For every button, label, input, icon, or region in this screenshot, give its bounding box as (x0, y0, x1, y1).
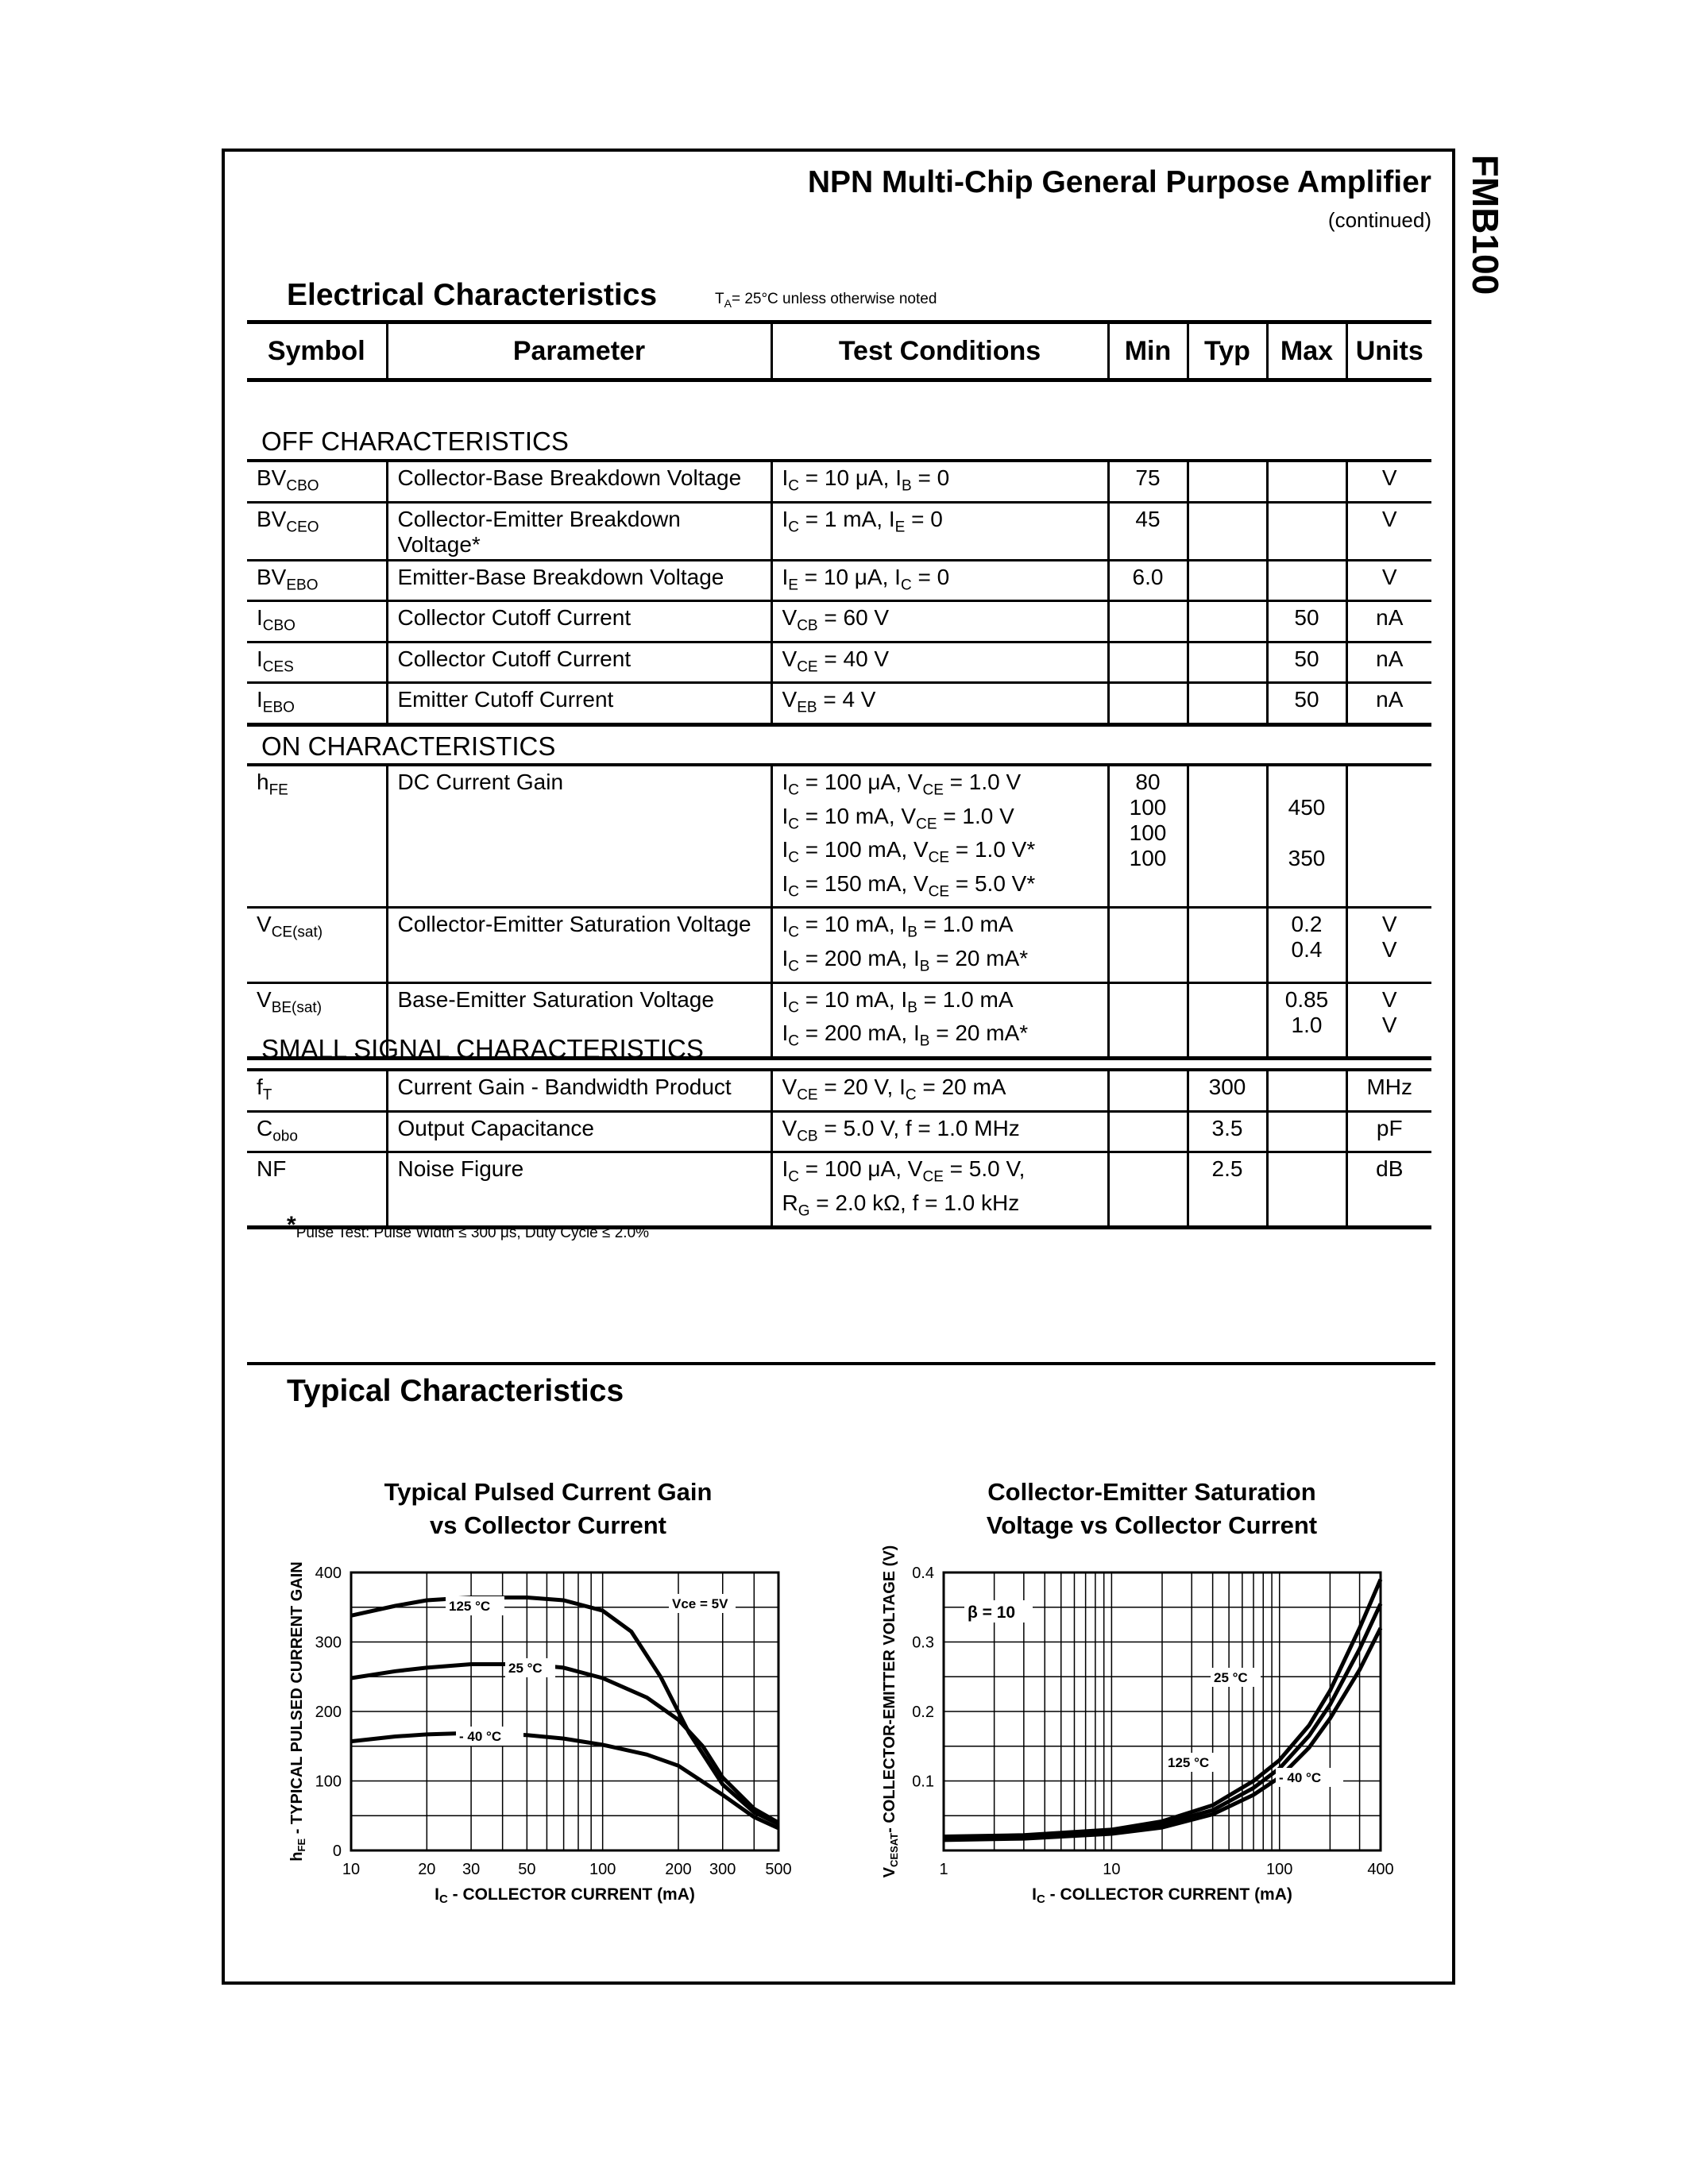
max-cell (1267, 1111, 1346, 1152)
units-cell: dB (1346, 1152, 1431, 1228)
min-cell (1108, 601, 1188, 642)
y-tick-label: 300 (315, 1634, 342, 1652)
typical-rule (247, 1362, 1435, 1365)
table-row (247, 502, 1431, 560)
symbol-cell: $I_{CES}$ (257, 646, 294, 676)
symbol-cell: $V_{CE(sat)}$ (257, 912, 323, 941)
table-row (247, 642, 1431, 683)
y-axis-label: $V_{CESAT}-$ COLLECTOR-EMITTER VOLTAGE (V) (881, 1545, 900, 1878)
table-row (247, 908, 1431, 982)
page-subtitle: (continued) (1327, 208, 1431, 232)
y-tick-label: 400 (315, 1565, 342, 1582)
note-suffix: = 25°C unless otherwise noted (731, 291, 937, 307)
series-label: 125 °C (1168, 1755, 1210, 1770)
units-cell: V (1346, 502, 1431, 560)
typ-cell (1188, 683, 1267, 725)
table-row (247, 560, 1431, 601)
parameter-cell: Collector-Emitter Breakdown Voltage* (387, 502, 771, 560)
units-cell (1346, 766, 1431, 908)
parameter-cell: Base-Emitter Saturation Voltage (387, 982, 771, 1058)
chart2-title-line2: Voltage vs Collector Current (986, 1511, 1318, 1539)
x-tick-label: 400 (1367, 1861, 1394, 1878)
min-cell: 45 (1108, 502, 1188, 560)
side-part-number-text: FMB100 (1465, 154, 1506, 295)
max-cell: 450 350 (1267, 766, 1346, 908)
typ-cell (1188, 560, 1267, 601)
y-tick-label: 0.1 (912, 1773, 934, 1791)
x-tick-label: 1 (939, 1861, 948, 1878)
table-row (247, 1071, 1431, 1111)
chart1-title-line1: Typical Pulsed Current Gain (384, 1478, 713, 1506)
max-cell: 50 (1267, 642, 1346, 683)
min-cell (1108, 683, 1188, 725)
symbol-cell: $V_{BE(sat)}$ (257, 986, 323, 1017)
min-cell (1108, 908, 1188, 982)
symbol-cell: $I_{EBO}$ (257, 687, 295, 716)
min-cell (1108, 1152, 1188, 1228)
chart2-title-line1: Collector-Emitter Saturation (987, 1478, 1316, 1506)
typical-heading: Typical Characteristics (287, 1374, 624, 1408)
typ-cell (1188, 908, 1267, 982)
conditions-cell: $I_C = 100$ μA, $V_{CE} = 1.0$ V $I_C = 10$ mA, $V_{CE} = 1.0$ V $I_C = 100$ mA, $V_{CE} = 1.0$ V* $I_C = 150$ mA, $V_{CE} = 5.0$ V* (771, 766, 1108, 908)
max-cell (1267, 502, 1346, 560)
off-characteristics-title: OFF CHARACTERISTICS (261, 426, 569, 456)
parameter-cell: DC Current Gain (387, 766, 771, 908)
parameter-cell: Emitter-Base Breakdown Voltage (387, 560, 771, 601)
series-label: - 40 °C (459, 1729, 502, 1744)
symbol-cell: $h_{FE}$ (257, 770, 288, 799)
parameter-cell: Emitter Cutoff Current (387, 683, 771, 725)
y-axis-label: $h_{FE}$ - TYPICAL PULSED CURRENT GAIN (288, 1561, 307, 1862)
max-cell: 0.2 0.4 (1267, 908, 1346, 982)
off-characteristics-table (247, 462, 1431, 727)
x-tick-label: 500 (765, 1861, 792, 1878)
series-label: - 40 °C (1279, 1770, 1322, 1785)
symbol-cell: NF (257, 1156, 287, 1182)
column-header-parameter: Parameter (387, 324, 771, 378)
saturation-voltage-chart (874, 1541, 1398, 1906)
table-row (247, 683, 1431, 725)
min-cell (1108, 1111, 1188, 1152)
series-line (351, 1665, 778, 1823)
parameter-cell: Collector Cutoff Current (387, 601, 771, 642)
vce-annotation: Vce = 5V (672, 1596, 728, 1611)
current-gain-chart (278, 1541, 802, 1906)
min-cell: 75 (1108, 462, 1188, 502)
parameter-cell: Collector Cutoff Current (387, 642, 771, 683)
column-header-test-conditions: Test Conditions (771, 324, 1108, 378)
conditions-cell: $V_{CE} = 20$ V, $I_C = 20$ mA (771, 1071, 1108, 1111)
units-cell: V (1346, 462, 1431, 502)
symbol-cell: $I_{CBO}$ (257, 605, 295, 635)
min-cell (1108, 642, 1188, 683)
max-cell (1267, 1071, 1346, 1111)
typ-cell (1188, 601, 1267, 642)
units-cell: pF (1346, 1111, 1431, 1152)
conditions-cell: $I_C = 10$ mA, $I_B = 1.0$ mA $I_C = 200$ mA, $I_B = 20$ mA* (771, 982, 1108, 1058)
parameter-cell: Output Capacitance (387, 1111, 771, 1152)
x-tick-label: 200 (665, 1861, 692, 1878)
typ-cell (1188, 642, 1267, 683)
column-header-row (247, 324, 1431, 378)
y-tick-label: 0 (332, 1843, 342, 1860)
column-header-min: Min (1108, 324, 1188, 378)
series-label: 125 °C (449, 1599, 491, 1614)
on-characteristics-table (247, 766, 1431, 1060)
units-cell: nA (1346, 642, 1431, 683)
column-header-typ: Typ (1188, 324, 1267, 378)
y-tick-label: 0.2 (912, 1704, 934, 1721)
y-tick-label: 200 (315, 1704, 342, 1721)
parameter-cell: Collector-Emitter Saturation Voltage (387, 908, 771, 982)
x-tick-label: 100 (589, 1861, 616, 1878)
conditions-cell: $V_{CB} = 60$ V (771, 601, 1108, 642)
series-label: 25 °C (508, 1661, 543, 1676)
electrical-heading: Electrical Characteristics (287, 278, 658, 312)
column-header-max: Max (1267, 324, 1346, 378)
y-tick-label: 0.4 (912, 1565, 934, 1582)
max-cell: 50 (1267, 683, 1346, 725)
symbol-cell: $f_T$ (257, 1075, 272, 1104)
typ-cell (1188, 766, 1267, 908)
symbol-cell: $BV_{CEO}$ (257, 506, 319, 536)
page-title: NPN Multi-Chip General Purpose Amplifier (807, 165, 1431, 199)
x-tick-label: 300 (709, 1861, 736, 1878)
x-tick-label: 20 (418, 1861, 436, 1878)
footnote-star: * (287, 1212, 296, 1238)
conditions-cell: $I_C = 100$ μA, $V_{CE} = 5.0$ V, $R_G = 2.0$ kΩ, f = 1.0 kHz (771, 1152, 1108, 1228)
note-sub: A (724, 296, 732, 310)
chart1-title (350, 1476, 747, 1542)
max-cell: 50 (1267, 601, 1346, 642)
small-signal-title: SMALL SIGNAL CHARACTERISTICS (261, 1034, 704, 1063)
footnote-text: Pulse Test: Pulse Width ≤ 300 μs, Duty Cycle ≤ 2.0% (295, 1225, 650, 1241)
min-cell: 80 100 100 100 (1108, 766, 1188, 908)
table-row (247, 462, 1431, 502)
conditions-cell: $I_C = 10$ μA, $I_B = 0$ (771, 462, 1108, 502)
conditions-cell: $V_{EB} = 4$ V (771, 683, 1108, 725)
small-signal-table (247, 1071, 1431, 1229)
x-tick-label: 50 (518, 1861, 536, 1878)
conditions-cell: $I_C = 1$ mA, $I_E = 0$ (771, 502, 1108, 560)
min-cell (1108, 1071, 1188, 1111)
x-tick-label: 10 (1103, 1861, 1121, 1878)
units-cell: nA (1346, 601, 1431, 642)
min-cell (1108, 982, 1188, 1058)
parameter-cell: Current Gain - Bandwidth Product (387, 1071, 771, 1111)
symbol-cell: $BV_{CBO}$ (257, 465, 319, 495)
units-cell: V (1346, 560, 1431, 601)
x-tick-label: 30 (462, 1861, 481, 1878)
units-cell: V V (1346, 908, 1431, 982)
conditions-cell: $V_{CB} = 5.0$ V, f = 1.0 MHz (771, 1111, 1108, 1152)
column-header-table (247, 324, 1431, 378)
max-cell (1267, 462, 1346, 502)
max-cell (1267, 1152, 1346, 1228)
typ-cell: 2.5 (1188, 1152, 1267, 1228)
min-cell: 6.0 (1108, 560, 1188, 601)
series-label: 25 °C (1214, 1670, 1248, 1685)
on-characteristics-title: ON CHARACTERISTICS (261, 731, 556, 761)
table-row (247, 766, 1431, 908)
typ-cell: 300 (1188, 1071, 1267, 1111)
units-cell: V V (1346, 982, 1431, 1058)
x-tick-label: 100 (1266, 1861, 1293, 1878)
chart1-title-line2: vs Collector Current (429, 1511, 666, 1539)
pulse-test-footnote (287, 1212, 650, 1244)
y-tick-label: 100 (315, 1773, 342, 1791)
conditions-cell: $I_C = 10$ mA, $I_B = 1.0$ mA $I_C = 200$ mA, $I_B = 20$ mA* (771, 908, 1108, 982)
parameter-cell: Noise Figure (387, 1152, 771, 1228)
max-cell (1267, 560, 1346, 601)
note-prefix: T (715, 291, 724, 307)
typ-cell (1188, 982, 1267, 1058)
table-row (247, 1111, 1431, 1152)
beta-annotation: β = 10 (968, 1603, 1016, 1622)
parameter-cell: Collector-Base Breakdown Voltage (387, 462, 771, 502)
units-cell: nA (1346, 683, 1431, 725)
symbol-cell: $C_{obo}$ (257, 1115, 298, 1145)
column-header-symbol: Symbol (267, 336, 365, 366)
header-bottom-rule (247, 378, 1431, 382)
units-cell: MHz (1346, 1071, 1431, 1111)
y-tick-label: 0.3 (912, 1634, 934, 1652)
conditions-cell: $I_E = 10$ μA, $I_C = 0$ (771, 560, 1108, 601)
conditions-cell: $V_{CE} = 40$ V (771, 642, 1108, 683)
typ-cell (1188, 462, 1267, 502)
column-header-units: Units (1346, 324, 1431, 378)
temperature-note (715, 291, 937, 310)
x-axis-label: IC - COLLECTOR CURRENT (mA) (435, 1885, 695, 1906)
side-part-number (1462, 148, 1509, 307)
x-axis-label: IC - COLLECTOR CURRENT (mA) (1032, 1885, 1292, 1906)
x-tick-label: 10 (342, 1861, 361, 1878)
typ-cell (1188, 502, 1267, 560)
max-cell: 0.85 1.0 (1267, 982, 1346, 1058)
typ-cell: 3.5 (1188, 1111, 1267, 1152)
table-row (247, 601, 1431, 642)
chart2-title (945, 1476, 1358, 1542)
symbol-cell: $BV_{EBO}$ (257, 564, 319, 594)
